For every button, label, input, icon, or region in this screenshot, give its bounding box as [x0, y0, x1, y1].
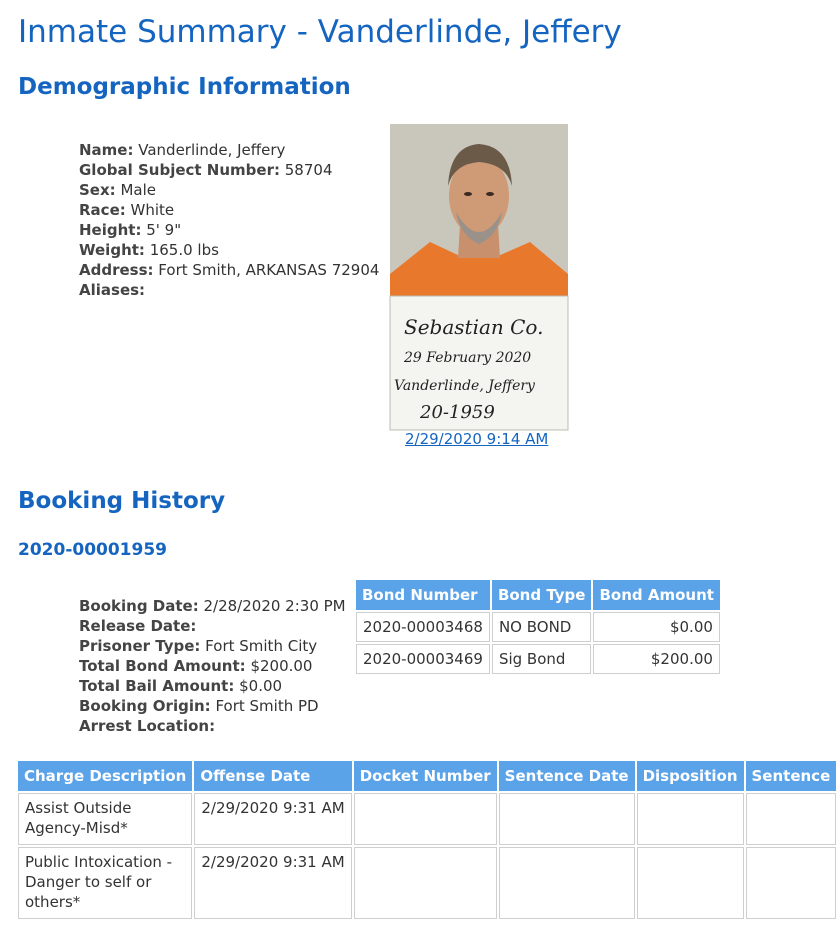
total-bond-value: $200.00: [250, 657, 313, 675]
address-value: Fort Smith, ARKANSAS 72904: [158, 261, 380, 279]
name-row: Name: Vanderlinde, Jeffery: [79, 141, 286, 159]
sex-value: Male: [120, 181, 156, 199]
offense-date-header: Offense Date: [194, 761, 351, 791]
docket-number-header: Docket Number: [354, 761, 497, 791]
total-bail-value: $0.00: [239, 677, 283, 695]
charge-header-row: [18, 761, 836, 791]
sentence-cell: [746, 847, 837, 919]
charge-description-cell: Public Intoxication - Danger to self or others*: [18, 847, 192, 919]
sentence-date-header: Sentence Date: [499, 761, 635, 791]
booking-info: [79, 596, 346, 736]
bond-number-cell: 2020-00003469: [356, 644, 490, 674]
height-value: 5' 9": [146, 221, 182, 239]
disposition-cell: [637, 793, 744, 845]
height-row: Height: 5' 9": [79, 221, 182, 239]
weight-row: Weight: 165.0 lbs: [79, 241, 219, 259]
address-row: Address: Fort Smith, ARKANSAS 72904: [79, 261, 380, 279]
sign-line-4: 20-1959: [420, 402, 495, 423]
demographic-info: [79, 140, 379, 300]
offense-date-cell: 2/29/2020 9:31 AM: [194, 847, 351, 919]
mugshot-photo: [390, 124, 568, 430]
sign-line-2: 29 February 2020: [404, 350, 532, 366]
disposition-cell: [637, 847, 744, 919]
bond-table: [354, 578, 722, 676]
sign-line-1: Sebastian Co.: [404, 315, 544, 339]
sentence-date-cell: [499, 793, 635, 845]
page-title: Inmate Summary - Vanderlinde, Jeffery: [18, 14, 622, 50]
name-value: Vanderlinde, Jeffery: [138, 141, 286, 159]
bond-number-cell: 2020-00003468: [356, 612, 490, 642]
arrest-location-row: Arrest Location:: [79, 717, 216, 735]
release-date-row: Release Date:: [79, 617, 197, 635]
bond-amount-cell: $200.00: [593, 644, 719, 674]
mugshot-image: [390, 124, 568, 430]
bond-number-header: Bond Number: [356, 580, 490, 610]
booking-origin-row: Booking Origin: Fort Smith PD: [79, 697, 319, 715]
race-value: White: [130, 201, 175, 219]
booking-number: 2020-00001959: [18, 540, 167, 560]
offense-date-cell: 2/29/2020 9:31 AM: [194, 793, 351, 845]
booking-origin-value: Fort Smith PD: [215, 697, 319, 715]
charge-description-cell: Assist Outside Agency-Misd*: [18, 793, 192, 845]
prisoner-type-row: Prisoner Type: Fort Smith City: [79, 637, 318, 655]
prisoner-type-value: Fort Smith City: [205, 637, 318, 655]
sentence-header: Sentence: [746, 761, 837, 791]
bond-type-cell: NO BOND: [492, 612, 592, 642]
total-bail-row: Total Bail Amount: $0.00: [79, 677, 283, 695]
race-row: Race: White: [79, 201, 175, 219]
sentence-cell: [746, 793, 837, 845]
bond-type-cell: Sig Bond: [492, 644, 592, 674]
bond-type-header: Bond Type: [492, 580, 592, 610]
docket-number-cell: [354, 793, 497, 845]
booking-history-section-title: Booking History: [18, 488, 226, 514]
demographic-section-title: Demographic Information: [18, 74, 351, 100]
sign-line-3: Vanderlinde, Jeffery: [394, 378, 535, 394]
bond-header-row: [356, 580, 720, 610]
sentence-date-cell: [499, 847, 635, 919]
booking-date-value: 2/28/2020 2:30 PM: [203, 597, 346, 615]
table-row: [356, 644, 720, 674]
total-bond-row: Total Bond Amount: $200.00: [79, 657, 313, 675]
sex-row: Sex: Male: [79, 181, 156, 199]
table-row: [18, 847, 836, 919]
subject-number-value: 58704: [284, 161, 333, 179]
table-row: [356, 612, 720, 642]
charge-table: [16, 759, 838, 921]
table-row: [18, 793, 836, 845]
photo-date-link[interactable]: 2/29/2020 9:14 AM: [405, 430, 549, 448]
disposition-header: Disposition: [637, 761, 744, 791]
bond-amount-header: Bond Amount: [593, 580, 719, 610]
booking-date-row: Booking Date: 2/28/2020 2:30 PM: [79, 597, 346, 615]
docket-number-cell: [354, 847, 497, 919]
charge-description-header: Charge Description: [18, 761, 192, 791]
bond-amount-cell: $0.00: [593, 612, 719, 642]
aliases-row: Aliases:: [79, 281, 146, 299]
weight-value: 165.0 lbs: [149, 241, 219, 259]
subject-number-row: Global Subject Number: 58704: [79, 161, 333, 179]
